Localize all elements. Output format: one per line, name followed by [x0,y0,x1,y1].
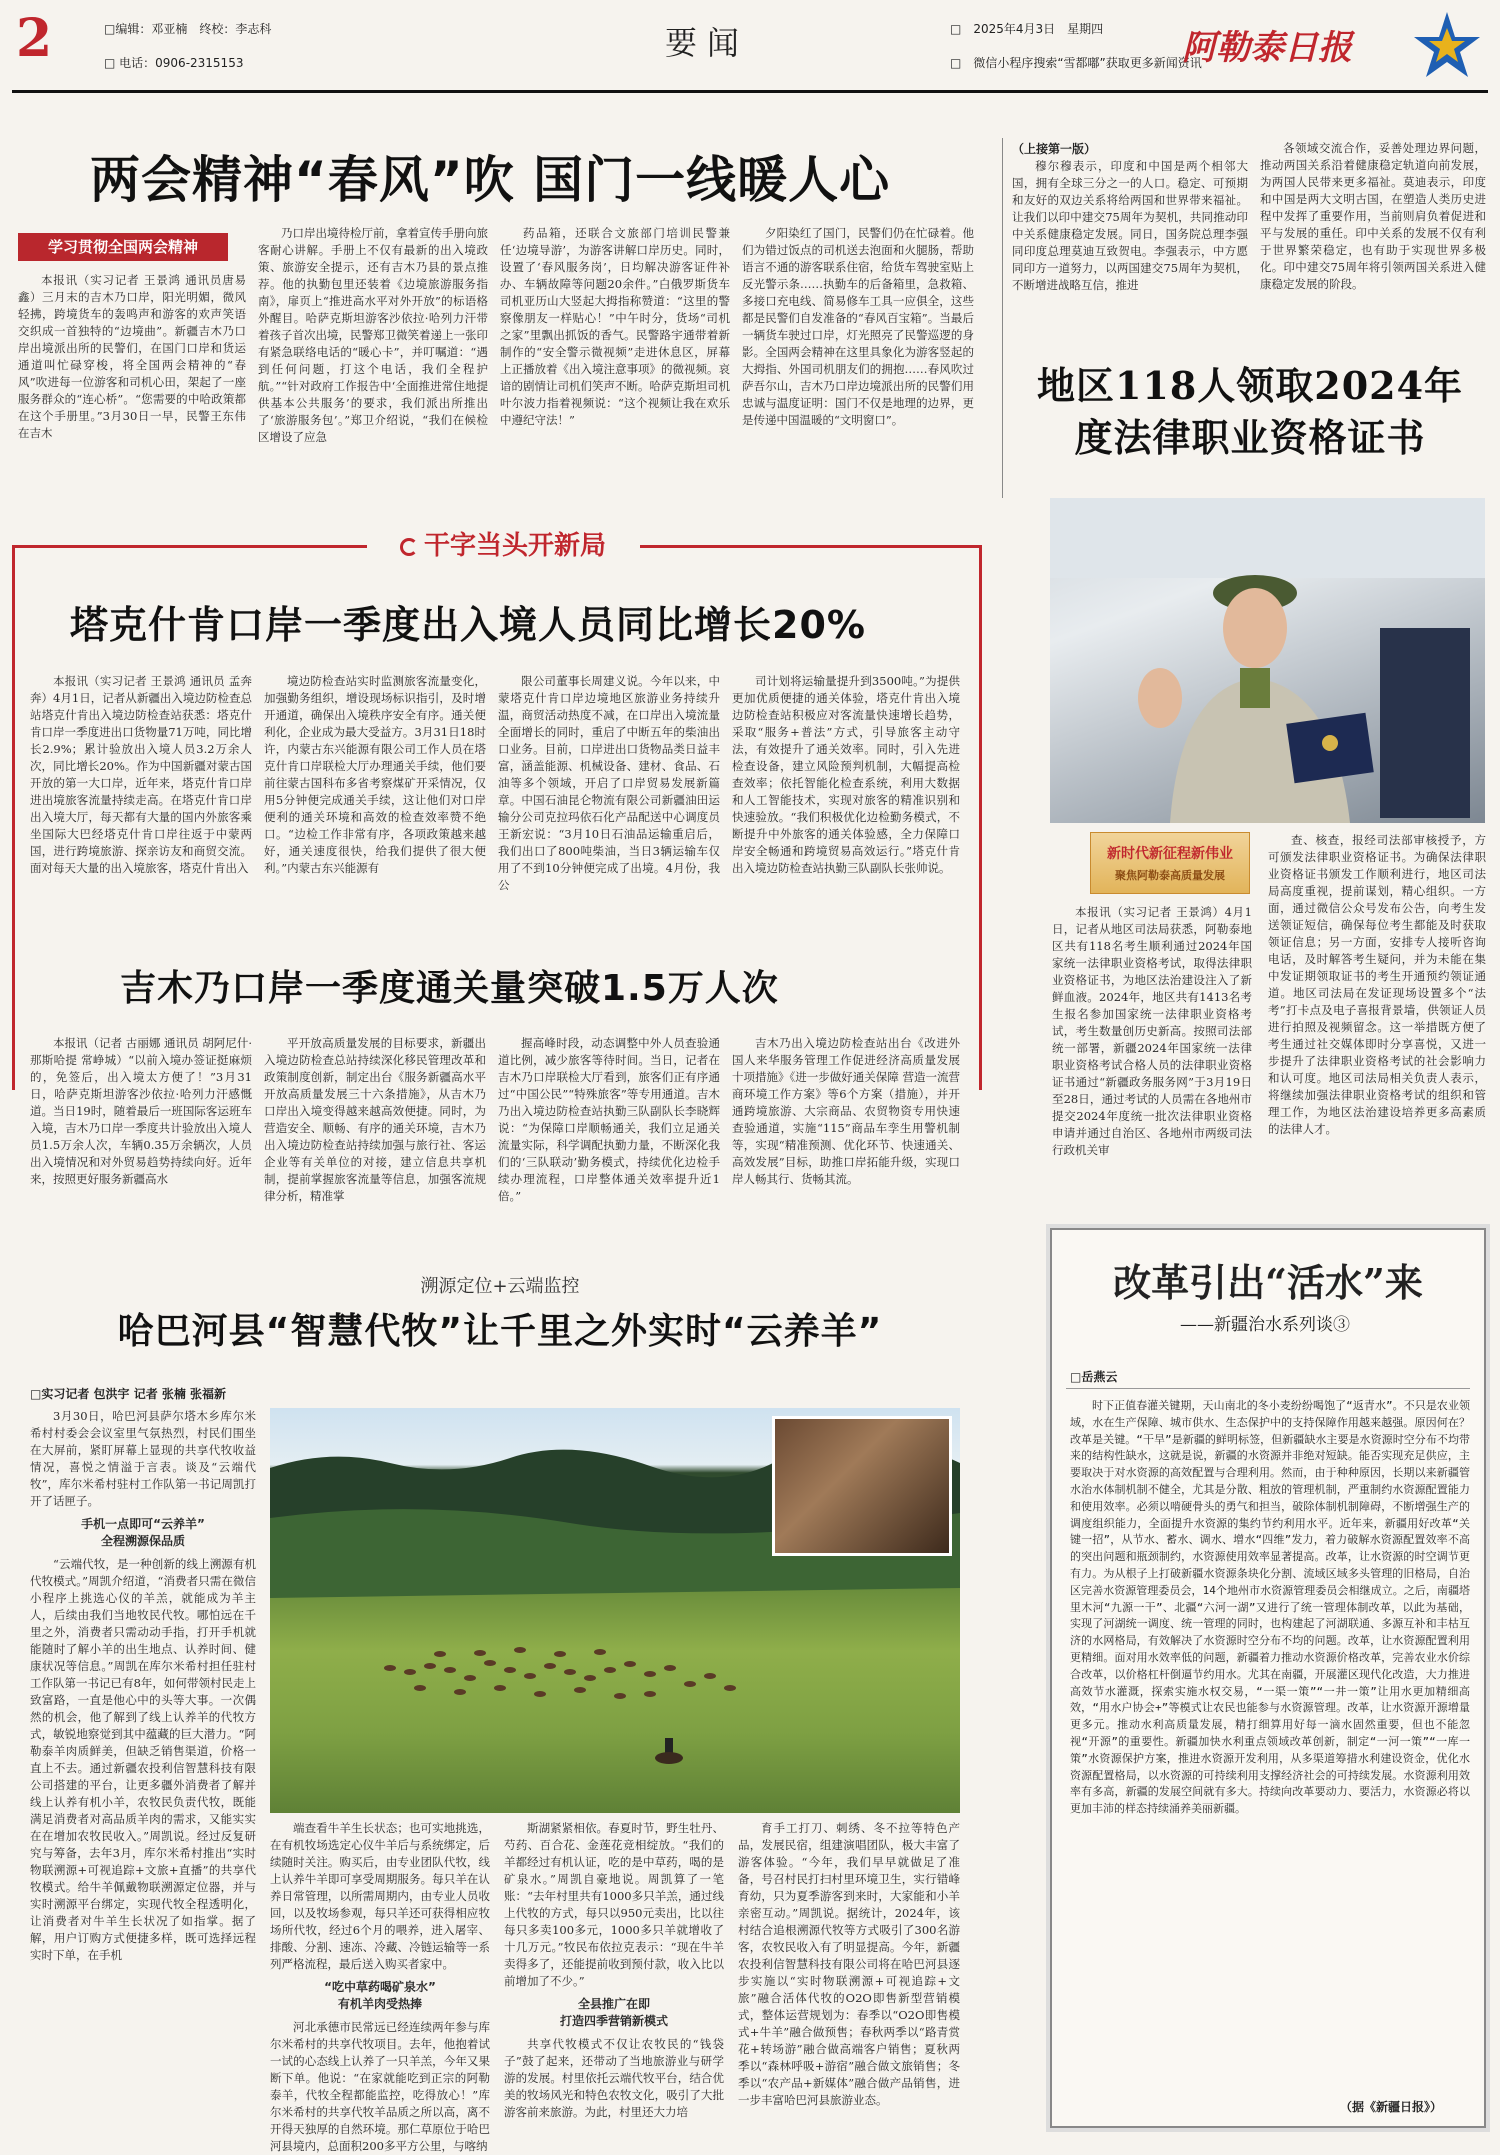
certificate-illustration [1050,498,1485,823]
section-banner-text: 干字当头开新局 [423,531,606,561]
article1-headline: 两会精神“春风”吹 国门一线暖人心 [90,151,891,209]
section-title: 要闻 [665,24,750,62]
article2-col1: 本报讯（实习记者 王景鸿 通讯员 孟奔奔）4月1日，记者从新疆出入境边防检查总站塔克什肯出入境边防检查站获悉：塔克什肯口岸一季度进出口货物量71万吨，同比增长2.9%；累计验放出入境人员3.2万余人次，同比增长20%。作为中国新疆对蒙古国开放的第一大口岸，近年来，塔克什肯口岸进出境旅客流量持续走高。在塔克什肯口岸出入境大厅，每天都有大量的国内外旅客乘坐国际大巴经塔克什肯口岸往返于中蒙两国，进行跨境旅游、探亲访友和商贸交流。面对每天大量的出入境旅客，塔克什肯出入 [30,674,252,875]
section-banner [372,526,634,566]
article3-col4: 吉木乃出入境边防检查站出台《改进外国人来华服务管理工作促进经济高质量发展十项措施》《进一步做好通关保障 营造一流营商环境工作方案》等6个方案（措施），并开通跨境旅游、大宗商品、农贸物资专用快速查验通道，实施“115”商品车孪生用警机制等，实现“精准预测、优化环节、快速通关、高效发展”目标，助推口岸拓能升级，实现口岸人畅其行、货畅其流。 [732,1036,960,1186]
article4-subhead1: 手机一点即可“云养羊” 全程溯源保品质 [81,1517,205,1548]
phone-line: □ 电话：0906-2315153 [104,56,244,70]
article3-headline: 吉木乃口岸一季度通关量突破1.5万人次 [120,968,779,1009]
paper-name: 阿勒泰日报 [1182,28,1352,68]
article4-kicker: 溯源定位+云端监控 [420,1276,580,1297]
column-tag: 学习贯彻全国两会精神 [18,233,228,261]
continued-col1: 穆尔穆表示，印度和中国是两个相邻大国，拥有全球三分之一的人口。稳定、可预期和友好的双边关系将给两国和世界带来福祉。让我们以印中建交75周年为契机，共同推动印中关系健康稳定发展。同日，国务院总理李强同印度总理莫迪互致贺电。李强表示，中方愿同印方一道努力，以两国建交75周年为契机，不断增进战略互信，推进 [1012,159,1248,292]
article1-col2: 乃口岸出境待检厅前，拿着宣传手册向旅客耐心讲解。手册上不仅有最新的出入境政策、旅游安全提示，还有吉木乃县的景点推荐。他的执勤包里还装着《边境旅游服务指南》，扉页上“推进高水平对外开放”的标语格外醒目。哈萨克斯坦游客沙依拉·哈列力汗带着孩子首次出境，民警郑卫微笑着递上一张印有紧急联络电话的“暖心卡”，并叮嘱道：“遇到任何问题，打这个电话，我们全程护航。”“针对政府工作报告中‘全面推进常住地提供基本公共服务’的要求，我们派出所推出了‘旅游服务包’。”郑卫介绍说，“我们在候检区增设了应急 [258,226,488,444]
article4-col1-p1: 3月30日，哈巴河县萨尔塔木乡库尔米希村村委会会议室里气氛热烈，村民们围坐在大屏前，紧盯屏幕上显现的共享代牧收益情况，喜悦之情溢于言表。谈及“云端代牧”，库尔米希村驻村工作队第一书记周凯打开了话匣子。 [30,1409,256,1508]
article3-col3: 握高峰时段，动态调整中外人员查验通道比例，减少旅客等待时间。当日，记者在吉木乃口岸联检大厅看到，旅客们正有序通过“中国公民”“特殊旅客”等专用通道。吉木乃出入境边防检查站执勤三队副队长李晓辉说：“为保障口岸顺畅通关，我们立足通关流量实际，科学调配执勤力量，不断深化我们的‘三队联动’勤务模式，持续优化边检手续办理流程，口岸整体通关效率提升近1倍。” [498,1036,720,1203]
article6-body: 时下正值春灌关键期，天山南北的冬小麦纷纷喝饱了“返青水”。不只是农业领域，水在生产保障、城市供水、生态保护中的支持保障作用越来越强。原因何在？改革是关键。“干旱”是新疆的鲜明标签，但新疆缺水主要是水资源时空分布不均带来的结构性缺水，这就是说，新疆的水资源并非绝对短缺。能否实现充足供应，主要取决于对水资源的高效配置与合理利用。然而，由于种种原因，长期以来新疆管水治水体制机制不健全，尤其是分散、粗放的管理机制，严重制约水资源配置能力和使用效率。必须以啃硬骨头的勇气和担当，破除体制机制障碍，不断增强生产的调度组织能力，全面提升水资源的集约节约利用水平。近年来，新疆用好改革“关键一招”，从节水、蓄水、调水、增水“四维”发力，着力破解水资源配置效率不高的突出问题和瓶颈制约，水资源使用效率显著提高。改革，让水资源的时空调节更有力。为从根子上打破新疆水资源条块化分割、流域区域多头管理的旧格局，自治区完善水资源管理委员会，14个地州市水资源管理委员会相继成立。之后，南疆塔里木河“九源一干”、北疆“六河一湖”又进行了统一管理体制改革，以此为基础，实现了河湖统一调度、统一管理的同时，也构建起了河湖联通、多源互补和丰枯互济的水网格局，有效解决了水资源时空分布不均的问题。改革，让水资源配置利用更精细。面对用水效率低的问题，新疆着力推动水资源价格改革，完善农业水价综合改革，以价格杠杆倒逼节约用水。尤其在南疆，开展灌区现代化改造，大力推进高效节水灌溉，探索实施水权交易，“一渠一策”“一井一策”让用水更加精细高效，“用水户协会+”等模式让农民也能参与水资源管理。改革，让水资源开源增量更多元。推动水利高质量发展，精打细算用好每一滴水固然重要，但也不能忽视“开源”的重要性。新疆加快水利重点领域改革创新，制定“一河一策”“一库一策”水资源保护方案，推进水资源开发利用，从多渠道筹措水利建设资金，优化水资源配置格局，以水资源的可持续利用支撑经济社会的可持续发展。水资源利用效率有多高，新疆的发展空间就有多大。持续向改革要动力、要活力，水资源必将以更加丰沛的样态持续涌养美丽新疆。 [1070,1399,1470,1816]
article5-headline: 地区118人领取2024年度法律职业资格证书 [1036,363,1464,460]
feature-banner-title: 新时代新征程新伟业 [1107,846,1233,862]
article6-rule [1066,1388,1470,1389]
feature-banner-sub: 聚焦阿勒泰高质量发展 [1115,869,1225,882]
continued-col2: 各领域交流合作，妥善处理边界问题，推动两国关系沿着健康稳定轨道向前发展，为两国人民带来更多福祉。莫迪表示，印度和中国是两大文明古国，在塑造人类历史进程中发挥了重要作用，当前则肩负着促进和平与发展的重任。印中关系的发展不仅有利于世界繁荣稳定，也有助于实现世界多极化。印中建交75周年将引领两国关系进入健康稳定发展的阶段。 [1260,141,1486,291]
wechat-line: □ 微信小程序搜索“雪都嘟”获取更多新闻资讯 [950,56,1202,70]
editor-line: □编辑：邓亚楠 终校：李志科 [104,22,272,36]
certificate-photo [1050,498,1485,823]
right-divider [1002,138,1003,498]
article1-col4: 夕阳染红了国门，民警们仍在忙碌着。他们为错过饭点的司机送去泡面和火腿肠，帮助语言不通的游客联系住宿，给货车驾驶室贴上反光警示条……执勤车的后备箱里，急救箱、多接口充电线、简易修车工具一应俱全，这些都是民警们自发准备的“春风百宝箱”。当最后一辆货车驶过口岸，灯光照亮了民警巡逻的身影。全国两会精神在这里具象化为游客竖起的大拇指、外国司机朋友们的拥抱……春风吹过萨吾尔山，吉木乃口岸边境派出所的民警们用忠诚与温度证明：国门不仅是地理的边界，更是传递中国温暖的“文明窗口”。 [742,226,974,427]
article4-col3-p2: 共享代牧模式不仅让农牧民的“钱袋子”鼓了起来，还带动了当地旅游业与研学游的发展。村里依托云端代牧平台，结合优美的牧场风光和特色农牧文化，吸引了大批游客前来旅游。为此，村里还大力培 [504,2037,724,2119]
article6-byline: □岳燕云 [1070,1370,1118,1384]
article2-headline: 塔克什肯口岸一季度出入境人员同比增长20% [70,603,866,647]
article5-col1: 本报讯（实习记者 王景鸿）4月1日，记者从地区司法局获悉，阿勒泰地区共有118名考生顺利通过2024年国家统一法律职业资格考试，取得法律职业资格证书，为地区法治建设注入了新鲜血液。2024年，地区共有1413名考生报名参加国家统一法律职业资格考试，考生数量创历史新高。按照司法部统一部署，新疆2024年国家统一法律职业资格考试合格人员的法律职业资格证书通过“新疆政务服务网”于3月19日至28日，通过考试的人员需在各地州市提交2024年度统一批次法律职业资格申请并通过自治区、各地州市两级司法行政机关审 [1052,905,1252,1157]
feature-banner [1090,832,1250,894]
star-logo-icon [1412,10,1482,80]
article3-col2: 平开放高质量发展的目标要求，新疆出入境边防检查总站持续深化移民管理改革和政策制度创新，制定出台《服务新疆高水平开放高质量发展三十六条措施》，从吉木乃口岸出入境变得越来越高效便捷。同时，为营造安全、顺畅、有序的通关环境，吉木乃出入境边防检查站持续加强与旅行社、客运企业等有关单位的对接，建立信息共享机制，提前掌握旅客流量等信息，加强客流规律分析，精准掌 [264,1036,486,1203]
banner-mark-icon [400,538,418,556]
article4-col2 [270,1820,490,2153]
section-frame-top-right [640,545,982,548]
article2-col3: 限公司董事长周建义说。今年以来，中蒙塔克什肯口岸边境地区旅游业务持续升温，商贸活动热度不减，在口岸出入境流量全面增长的同时，重启了中断五年的柴油出口业务。目前，口岸进出口货物品类日益丰富，涵盖能源、机械设备、建材、食品、石油等多个领域，开启了口岸贸易发展新篇章。中国石油昆仑物流有限公司新疆油田运输分公司克拉玛依石化产品配送中心调度员王新宏说：“3月10日石油品运输重启后，我们出口了800吨柴油，当日3辆运输车仅用了不到10分钟便完成了出境。4月份，我公 [498,674,720,892]
article4-byline: □实习记者 包洪宇 记者 张楠 张福新 [30,1387,227,1401]
article4-col1 [30,1408,256,2123]
article4-col4: 育手工打刀、刺绣、冬不拉等特色产品，发展民宿，组建演唱团队，极大丰富了游客体验。“今年，我们早早就做足了准备，号召村民打扫村里环境卫生，实行错峰育幼，只为夏季游客到来时，大家能和小羊亲密互动。”周凯说。据统计，2024年，该村结合追根溯源代牧等方式吸引了300名游客，农牧民收入有了明显提高。今年，新疆农投利信智慧科技有限公司将在哈巴河县逐步实施以“实时物联溯源+可视追踪+文旅”融合活体代牧的O2O即售新型营销模式，整体运营规划为：春季以“O2O即售模式+牛羊”融合做预售；春秋两季以“路青赏花+转场游”融合做高端客户销售；夏秋两季以“森林呼吸+游宿”融合做文旅销售；冬季以“农产品+新媒体”融合做产品销售，进一步丰富哈巴河县旅游业态。 [738,1821,960,2107]
article5-col2: 查、核查，报经司法部审核授予，方可颁发法律职业资格证书。为确保法律职业资格证书颁发工作顺利进行，地区司法局高度重视，提前谋划，精心组织。一方面，通过微信公众号发布公告，向考生发送领证短信，确保每位考生都能及时获取领证信息；另一方面，安排专人接听咨询电话，及时解答考生疑问，并为未能在集中发证期领取证书的考生开通预约领证通道。地区司法局在发证现场设置多个“法考”打卡点及电子喜报背景墙，供领证人员进行拍照及视频留念。这一举措既方便了考生通过社交媒体即时分享喜悦，又进一步提升了法律职业资格考试的社会影响力和认可度。地区司法局相关负责人表示，将继续加强法律职业资格考试的组织和管理工作，为地区法治建设培养更多高素质的法律人才。 [1268,833,1486,1136]
article4-col1-p2: “云端代牧，是一种创新的线上溯源有机代牧模式。”周凯介绍道，“消费者只需在微信小程序上挑选心仪的羊羔，就能成为羊主人，后续由我们当地牧民代牧。哪怕远在千里之外，消费者只需动动手指，打开手机就能随时了解小羊的出生地点、认养时间、健康状况等信息。”周凯在库尔米希村担任驻村工作队第一书记已有8年，如何带领村民走上致富路，一直是他心中的头等大事。一次偶然的机会，他了解到了线上认养羊的代牧方式，敏锐地察觉到其中蕴藏的巨大潜力。“阿勒泰羊肉质鲜美，但缺乏销售渠道，价格一直上不去。通过新疆农投利信智慧科技有限公司搭建的平台，让更多疆外消费者了解并线上认养有机小羊，农牧民负责代牧，既能满足消费者对高品质羊肉的需求，又能实实在在增加农牧民收入。”周凯说。经过反复研究与筹备，去年3月，库尔米希村推出“实时物联溯源+可视追踪+文旅+直播”的共享代牧模式。给牛羊佩戴物联溯源定位器，并与实时溯源平台绑定，实现代牧全程透明化，让消费者对牛羊生长状况了如指掌。据了解，用户订购方式便捷多样，既可选择远程实时下单，在手机 [30,1557,256,1962]
article4-headline: 哈巴河县“智慧代牧”让千里之外实时“云养羊” [117,1311,883,1352]
article6-headline: 改革引出“活水”来 [1113,1260,1423,1305]
article1-col3: 药品箱，还联合文旅部门培训民警兼任‘边境导游’，为游客讲解口岸历史。同时，设置了‘春风服务岗’，日均解决游客证件补办、车辆故障等问题20余件。”白俄罗斯货车司机亚历山大竖起大拇指称赞道：“这里的警察像朋友一样贴心！”中午时分，货场“司机之家”里飘出抓饭的香气。民警路宇通带着新制作的“安全警示微视频”走进休息区，屏幕上正播放着《出入境注意事项》的微视频。哀谙的剧情让司机们笑声不断。哈萨克斯坦司机叶尔波力指着视频说：“这个视频让我在欢乐中遵纪守法！” [500,226,730,427]
section-frame-top-left [12,545,367,548]
date-line: □ 2025年4月3日 星期四 [950,22,1104,36]
pasture-photo [270,1408,960,1813]
article6-subtitle: ——新疆治水系列谈③ [1180,1315,1350,1335]
article6-source: （据《新疆日报》） [1340,2100,1443,2114]
masthead-rule [12,90,1488,93]
article2-col2: 境边防检查站实时监测旅客流量变化，加强勤务组织，增设现场标识指引，及时增开通道，确保出入境秩序安全有序。通关便利化，企业成为最大受益方。3月31日18时许，内蒙古东兴能源有限公司工作人员在塔克什肯口岸联检大厅办理通关手续，他们要前往蒙古国科布多省考察煤矿开采情况，仅用5分钟便完成通关手续，这让他们对口岸便利的通关环境和高效的检查效率赞不绝口。“边检工作非常有序，各项政策越来越好，通关速度很快，给我们提供了很大便利。”内蒙古东兴能源有 [264,674,486,875]
page-number: 2 [16,8,53,69]
article4-col2-p2: 河北承德市民常远已经连续两年参与库尔米希村的共享代牧项目。去年，他抱着试一试的心态线上认养了一只羊羔，今年又果断下单。他说：“在家就能吃到正宗的阿勒泰羊，代牧全程都能监控，吃得放心！”库尔米希村的共享代牧羊品质之所以高，离不开得天独厚的自然环境。那仁草原位于哈巴河县境内，总面积200多平方公里，与喀纳 [270,2020,490,2153]
continued-tag: （上接第一版） [1012,142,1097,156]
sheep-inset-photo [772,1416,952,1556]
article4-col3 [504,1820,724,2125]
article4-col2-p1: 端查看牛羊生长状态；也可实地挑选，在有机牧场选定心仪牛羊后与系统绑定，后续随时关注。购买后，由专业团队代牧，线上认养牛羊即可享受周期服务。每只羊在认养日常管理，以所需周期内，由专业人员收回，以及牧场参观，每只羊还可获得相应牧场所代牧，经过6个月的喂养，进入屠宰、排酸、分割、速冻、冷藏、冷链运输等一系列严格流程，最后送入购买者家中。 [270,1821,490,1971]
article4-col3-p1: 斯湖紧紧相依。春夏时节，野生牡丹、芍药、百合花、金莲花竞相绽放。“我们的羊都经过有机认证，吃的是中草药，喝的是矿泉水。”周凯自豪地说。周凯算了一笔账：“去年村里共有1000多只羊羔，通过线上代牧的方式，每只以950元卖出，比以往每只多卖100多元，1000多只羊就增收了十几万元。”牧民布依拉克表示：“现在牛羊卖得多了，还能提前收到预付款，收入比以前增加了不少。” [504,1821,724,1988]
article4-subhead2: “吃中草药喝矿泉水” 有机羊肉受热捧 [324,1980,436,2011]
article2-col4: 司计划将运输量提升到3500吨。”为提供更加优质便捷的通关体验，塔克什肯出入境边防检查站积极应对客流量快速增长趋势，采取“服务+普法”方式，引导旅客主动守法，有效提升了通关效率。同时，引入先进检查设备，建立风险预判机制，大幅提高检查效率；依托智能化检查系统，利用大数据和人工智能技术，实现对旅客的精准识别和快速验放。“我们积极优化边检勤务模式，不断提升中外旅客的通关体验感，全力保障口岸安全畅通和跨境贸易高效运行。”塔克什肯出入境边防检查站执勤三队副队长张帅说。 [732,674,960,875]
article3-col1: 本报讯（记者 古丽娜 通讯员 胡阿尼什·那斯哈提 常峥城）“以前入境办签证挺麻烦的，免签后，出入境太方便了！”3月31日，哈萨克斯坦游客沙依拉·哈列力汗感慨道。当日19时，随着最后一班国际客运班车入境，吉木乃口岸一季度共计验放出入境人员1.5万余人次，车辆0.35万余辆次，人员出入境情况和对外贸易趋势持续向好。近年来，按照更好服务新疆高水 [30,1036,252,1186]
article4-subhead3: 全县推广在即 打造四季营销新模式 [559,1997,668,2028]
article1-col1: 本报讯（实习记者 王景鸿 通讯员唐易鑫）三月末的吉木乃口岸，阳光明媚，微风轻拂，跨境货车的轰鸣声和游客的欢声笑语交织成一首独特的“边境曲”。新疆吉木乃口岸出境派出所的民警们，在国门口岸和货运通道叫忙碌穿梭，将全国两会精神的“春风”吹进每一位游客和司机心田，架起了一座服务群众的“连心桥”。“您需要的中哈政策都在这个手册里。”3月30日一早，民警王东伟在吉木 [18,273,246,440]
